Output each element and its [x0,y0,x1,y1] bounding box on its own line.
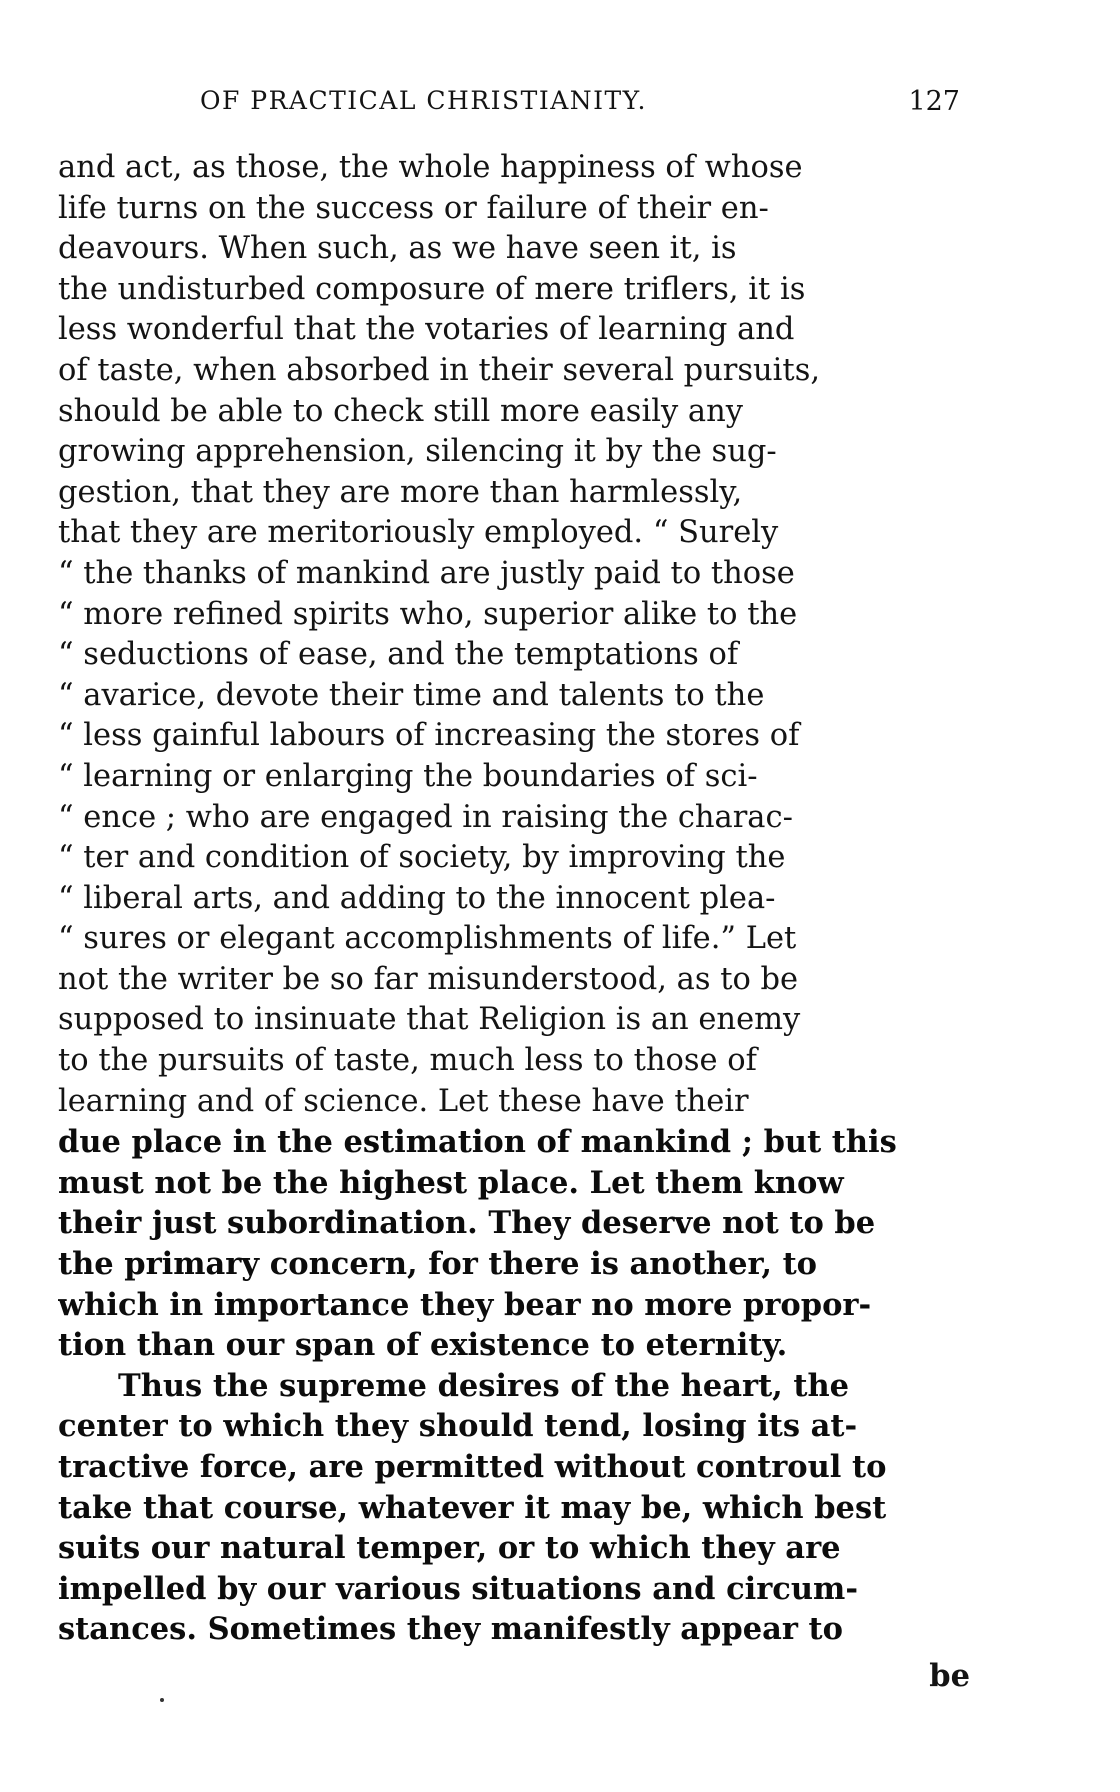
text-line: the primary concern, for there is another, to [58,1246,818,1283]
quoted-line: “ more refined spirits who, superior alike to the [58,596,798,632]
text-line: growing apprehension, silencing it by the sug- [58,434,777,470]
quoted-line: “ liberal arts, and adding to the innocent plea- [58,880,776,916]
text-line: that they are meritoriously employed. “ Surely [58,515,779,551]
text-line: life turns on the success or failure of their en- [58,190,769,226]
text-line: supposed to insinuate that Religion is an enemy [58,1002,801,1038]
quoted-line: “ learning or enlarging the boundaries of sci- [58,758,758,794]
ink-speck [160,1698,164,1702]
quoted-line: “ seductions of ease, and the temptations of [58,637,739,673]
text-line: deavours. When such, as we have seen it, is [58,231,737,267]
paragraph-start-line: Thus the supreme desires of the heart, the [118,1367,850,1404]
text-line: should be able to check still more easily any [58,393,743,429]
quoted-line: “ sures or elegant accomplishments of life.” Let [58,921,797,957]
quoted-line: “ less gainful labours of increasing the stores of [58,718,800,754]
text-line: tion than our span of existence to eternity. [58,1327,788,1364]
text-line: stances. Sometimes they manifestly appear to [58,1611,843,1648]
text-line: their just subordination. They deserve not to be [58,1205,876,1242]
text-line: must not be the highest place. Let them know [58,1164,844,1201]
quoted-line: “ ence ; who are engaged in raising the charac- [58,799,793,835]
text-line: and act, as those, the whole happiness of whose [58,150,803,185]
running-head: OF PRACTICAL CHRISTIANITY. [200,86,647,115]
quoted-line: “ ter and condition of society, by improving the [58,840,786,876]
text-line: center to which they should tend, losing its at- [58,1408,858,1445]
text-line: the undisturbed composure of mere triflers, it is [58,271,806,307]
quoted-line: “ avarice, devote their time and talents to the [58,677,765,713]
text-line: which in importance they bear no more propor- [58,1286,872,1323]
text-line: of taste, when absorbed in their several pursuits, [58,352,821,388]
catchword: be [929,1658,970,1694]
text-line: tractive force, are permitted without controul to [58,1449,887,1485]
text-line: learning and of science. Let these have their [58,1083,749,1119]
text-line: gestion, that they are more than harmlessly, [58,474,743,510]
quoted-line: “ the thanks of mankind are justly paid to those [58,555,795,591]
text-line: suits our natural temper, or to which they are [58,1530,841,1567]
text-line: take that course, whatever it may be, which best [58,1489,887,1526]
text-line: due place in the estimation of mankind ; but this [58,1124,897,1161]
page-header [200,86,960,126]
text-line: impelled by our various situations and circum- [58,1570,858,1607]
body-text [58,148,968,1650]
text-line: to the pursuits of taste, much less to those of [58,1043,757,1079]
text-line: not the writer be so far misunderstood, as to be [58,961,799,997]
page-number: 127 [908,86,960,117]
text-line: less wonderful that the votaries of learning and [58,312,795,348]
